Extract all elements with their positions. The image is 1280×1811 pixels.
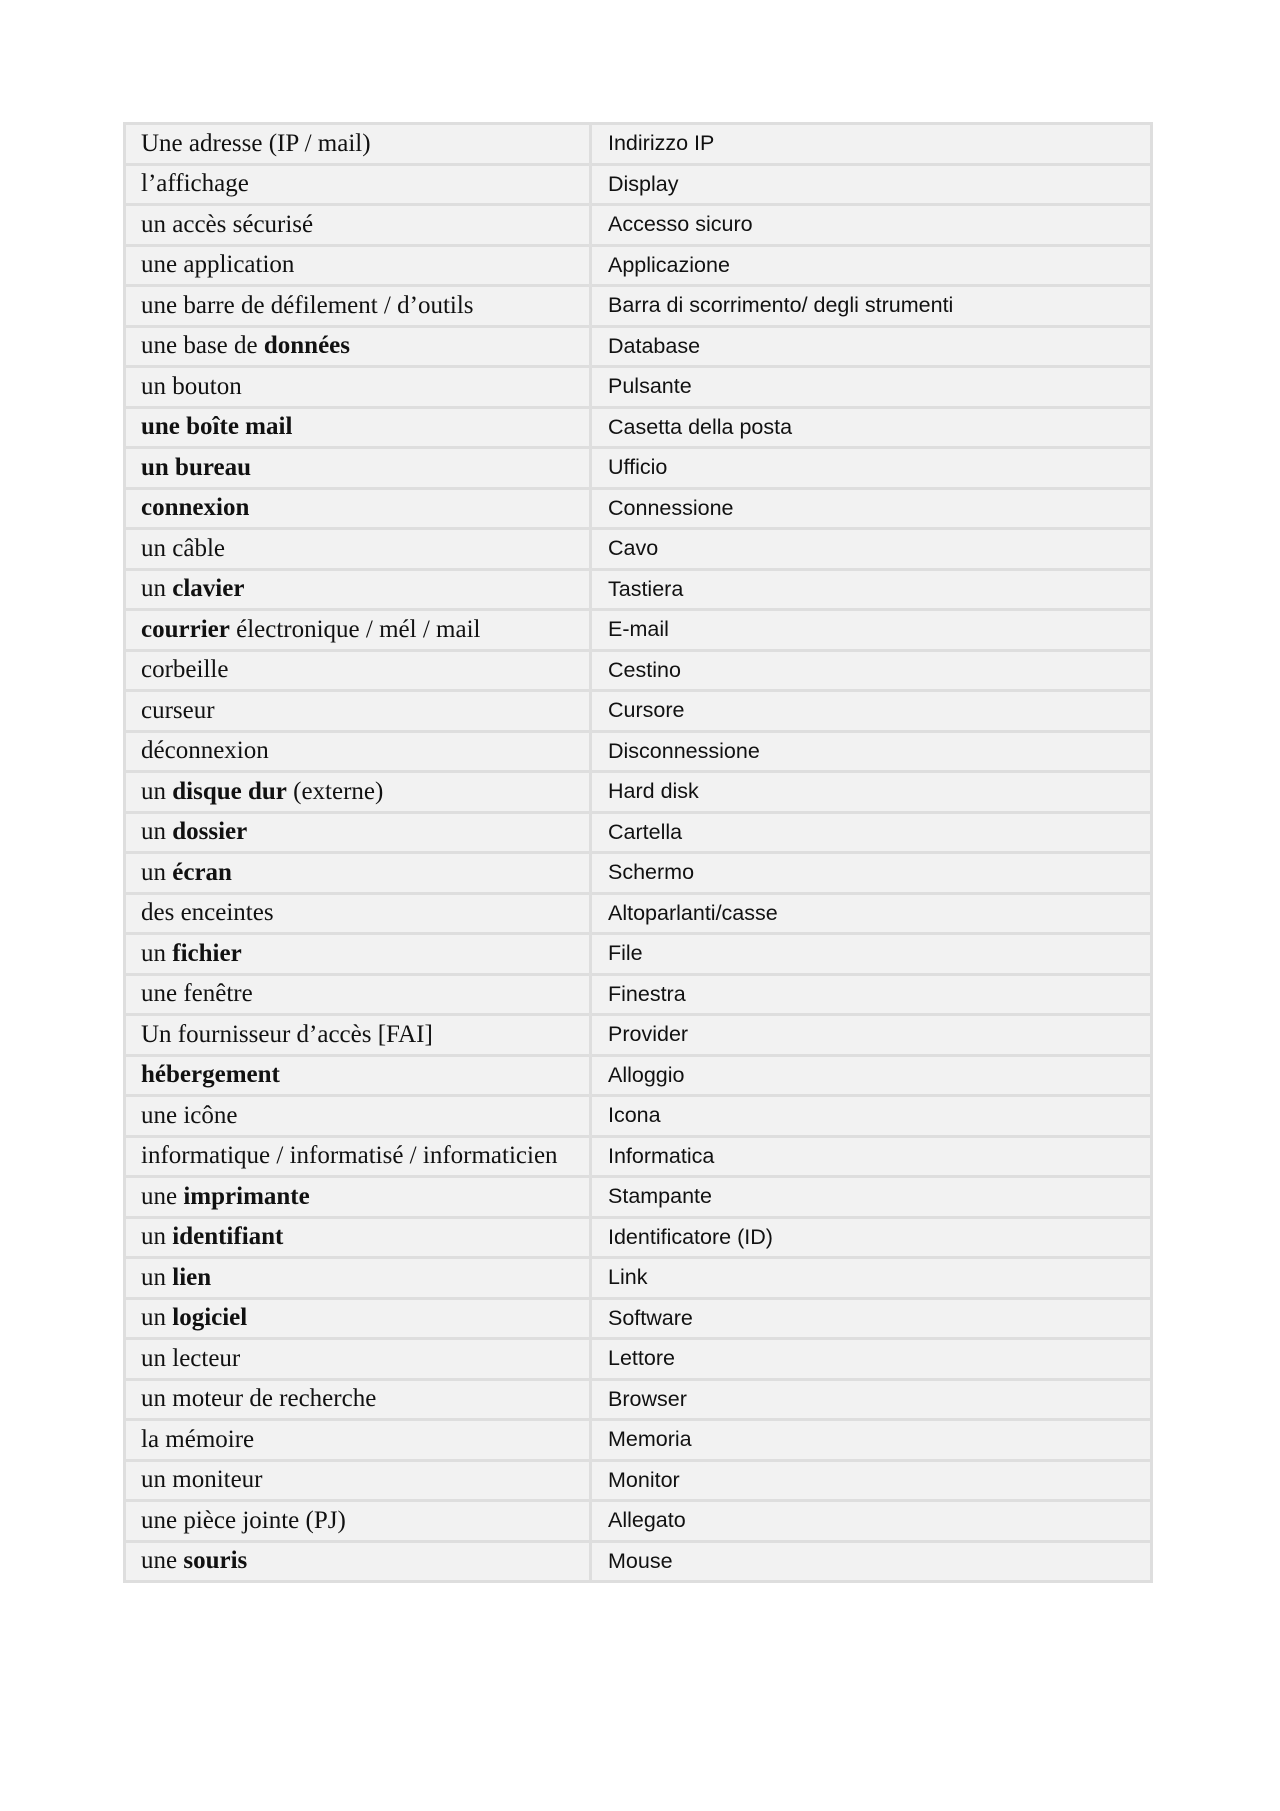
french-term-cell [125,1339,591,1380]
table-row [125,1136,1152,1177]
french-term-bold: hébergement [141,1061,280,1089]
table-row [125,407,1152,448]
french-term-text: un [141,858,173,886]
table-row [125,853,1152,894]
french-term-text: l’affichage [141,170,249,198]
french-term-text: corbeille [141,656,229,684]
french-term-cell [125,124,591,165]
italian-term-cell: Allegato [591,1501,1152,1542]
italian-term-cell: Stampante [591,1177,1152,1218]
french-term-text: une application [141,251,295,279]
italian-term-cell: Alloggio [591,1055,1152,1096]
italian-term-cell: File [591,934,1152,975]
italian-term-cell: Provider [591,1015,1152,1056]
french-term-cell [125,1379,591,1420]
french-term-text: curseur [141,696,215,724]
french-term-bold: lien [172,1263,212,1291]
french-term-text: déconnexion [141,737,269,765]
french-term-text: Une adresse (IP / mail) [141,129,371,157]
french-term-cell [125,1136,591,1177]
french-term-text: des enceintes [141,899,274,927]
french-term-cell [125,1420,591,1461]
french-term-text: Un fournisseur d’accès [FAI] [141,1020,433,1048]
table-row [125,1541,1152,1582]
french-term-text: un [141,1304,173,1332]
french-term-cell [125,569,591,610]
italian-term-cell: Database [591,326,1152,367]
french-term-bold: une boîte mail [141,413,293,441]
french-term-text: une [141,1182,184,1210]
italian-term-cell: Schermo [591,853,1152,894]
italian-term-cell: Icona [591,1096,1152,1137]
italian-term-cell: Link [591,1258,1152,1299]
table-row [125,448,1152,489]
table-row [125,1096,1152,1137]
italian-term-cell: Cartella [591,812,1152,853]
french-term-text: une fenêtre [141,980,253,1008]
italian-term-cell: Finestra [591,974,1152,1015]
french-term-bold: clavier [172,575,245,603]
french-term-cell [125,164,591,205]
table-row [125,569,1152,610]
table-row [125,1339,1152,1380]
italian-term-cell: Mouse [591,1541,1152,1582]
italian-term-cell: Browser [591,1379,1152,1420]
italian-term-cell: Hard disk [591,772,1152,813]
table-row [125,1015,1152,1056]
french-term-cell [125,1015,591,1056]
french-term-bold: logiciel [172,1304,248,1332]
french-term-cell [125,610,591,651]
french-term-cell [125,326,591,367]
french-term-cell [125,448,591,489]
french-term-cell [125,974,591,1015]
french-term-cell [125,205,591,246]
french-term-cell [125,853,591,894]
italian-term-cell: Lettore [591,1339,1152,1380]
table-row [125,1379,1152,1420]
french-term-text: la mémoire [141,1425,255,1453]
table-row [125,1298,1152,1339]
french-term-cell [125,893,591,934]
table-row [125,650,1152,691]
french-term-text: une base de [141,332,264,360]
italian-term-cell: Tastiera [591,569,1152,610]
table-row [125,1177,1152,1218]
french-term-bold: connexion [141,494,250,522]
french-term-cell [125,772,591,813]
table-row [125,691,1152,732]
table-row [125,1258,1152,1299]
french-term-text: un câble [141,534,225,562]
french-term-text: un [141,1223,173,1251]
french-term-text: une [141,1547,184,1575]
table-row [125,124,1152,165]
french-term-text: un lecteur [141,1344,241,1372]
italian-term-cell: Cursore [591,691,1152,732]
italian-term-cell: Connessione [591,488,1152,529]
french-term-bold: données [263,332,351,360]
french-term-cell [125,1460,591,1501]
french-term-cell [125,1055,591,1096]
french-term-bold: disque dur [172,777,287,805]
table-row [125,772,1152,813]
italian-term-cell: Cestino [591,650,1152,691]
italian-term-cell: Altoparlanti/casse [591,893,1152,934]
french-term-text: un bouton [141,372,242,400]
french-term-cell [125,1217,591,1258]
french-term-cell [125,529,591,570]
table-row [125,1460,1152,1501]
table-row [125,731,1152,772]
table-row [125,1055,1152,1096]
french-term-text: un [141,818,173,846]
table-row [125,812,1152,853]
table-row [125,488,1152,529]
french-term-text: (externe) [286,777,384,805]
french-term-text: une pièce jointe (PJ) [141,1506,346,1534]
french-term-text: une icône [141,1101,238,1129]
italian-term-cell: Barra di scorrimento/ degli strumenti [591,286,1152,327]
french-term-bold: souris [183,1547,248,1575]
french-term-text: un moteur de recherche [141,1385,377,1413]
table-row [125,1420,1152,1461]
french-term-text: un [141,575,173,603]
italian-term-cell: E-mail [591,610,1152,651]
table-row [125,326,1152,367]
table-row [125,529,1152,570]
table-row [125,974,1152,1015]
table-row [125,1217,1152,1258]
french-term-bold: courrier [141,615,230,643]
french-term-text: électronique / mél / mail [229,615,481,643]
italian-term-cell: Memoria [591,1420,1152,1461]
french-term-bold: fichier [172,939,242,967]
french-term-cell [125,1096,591,1137]
french-term-bold: écran [172,858,232,886]
table-row [125,893,1152,934]
french-term-cell [125,1177,591,1218]
french-term-cell [125,245,591,286]
french-term-cell [125,1501,591,1542]
italian-term-cell: Pulsante [591,367,1152,408]
table-row [125,286,1152,327]
french-term-cell [125,691,591,732]
french-term-cell [125,1298,591,1339]
french-term-bold: imprimante [183,1182,310,1210]
table-row [125,934,1152,975]
italian-term-cell: Display [591,164,1152,205]
italian-term-cell: Identificatore (ID) [591,1217,1152,1258]
table-row [125,164,1152,205]
french-term-text: informatique / informatisé / informaticien [141,1142,558,1170]
table-row [125,205,1152,246]
french-term-text: une barre de défilement / d’outils [141,291,474,319]
italian-term-cell: Monitor [591,1460,1152,1501]
table-row [125,610,1152,651]
french-term-cell [125,1258,591,1299]
italian-term-cell: Applicazione [591,245,1152,286]
glossary-table-body [125,124,1152,1582]
french-term-bold: dossier [172,818,248,846]
glossary-table [123,122,1153,1583]
french-term-text: un accès sécurisé [141,210,314,238]
italian-term-cell: Accesso sicuro [591,205,1152,246]
italian-term-cell: Casetta della posta [591,407,1152,448]
french-term-cell [125,812,591,853]
french-term-cell [125,407,591,448]
italian-term-cell: Software [591,1298,1152,1339]
italian-term-cell: Cavo [591,529,1152,570]
french-term-text: un [141,939,173,967]
table-row [125,367,1152,408]
table-row [125,1501,1152,1542]
french-term-bold: identifiant [172,1223,284,1251]
italian-term-cell: Ufficio [591,448,1152,489]
french-term-cell [125,286,591,327]
french-term-cell [125,650,591,691]
french-term-cell [125,934,591,975]
french-term-cell [125,731,591,772]
french-term-text: un [141,1263,173,1291]
italian-term-cell: Indirizzo IP [591,124,1152,165]
french-term-cell [125,1541,591,1582]
french-term-cell [125,367,591,408]
italian-term-cell: Informatica [591,1136,1152,1177]
french-term-cell [125,488,591,529]
italian-term-cell: Disconnessione [591,731,1152,772]
french-term-bold: un bureau [141,453,252,481]
table-row [125,245,1152,286]
french-term-text: un moniteur [141,1466,263,1494]
french-term-text: un [141,777,173,805]
